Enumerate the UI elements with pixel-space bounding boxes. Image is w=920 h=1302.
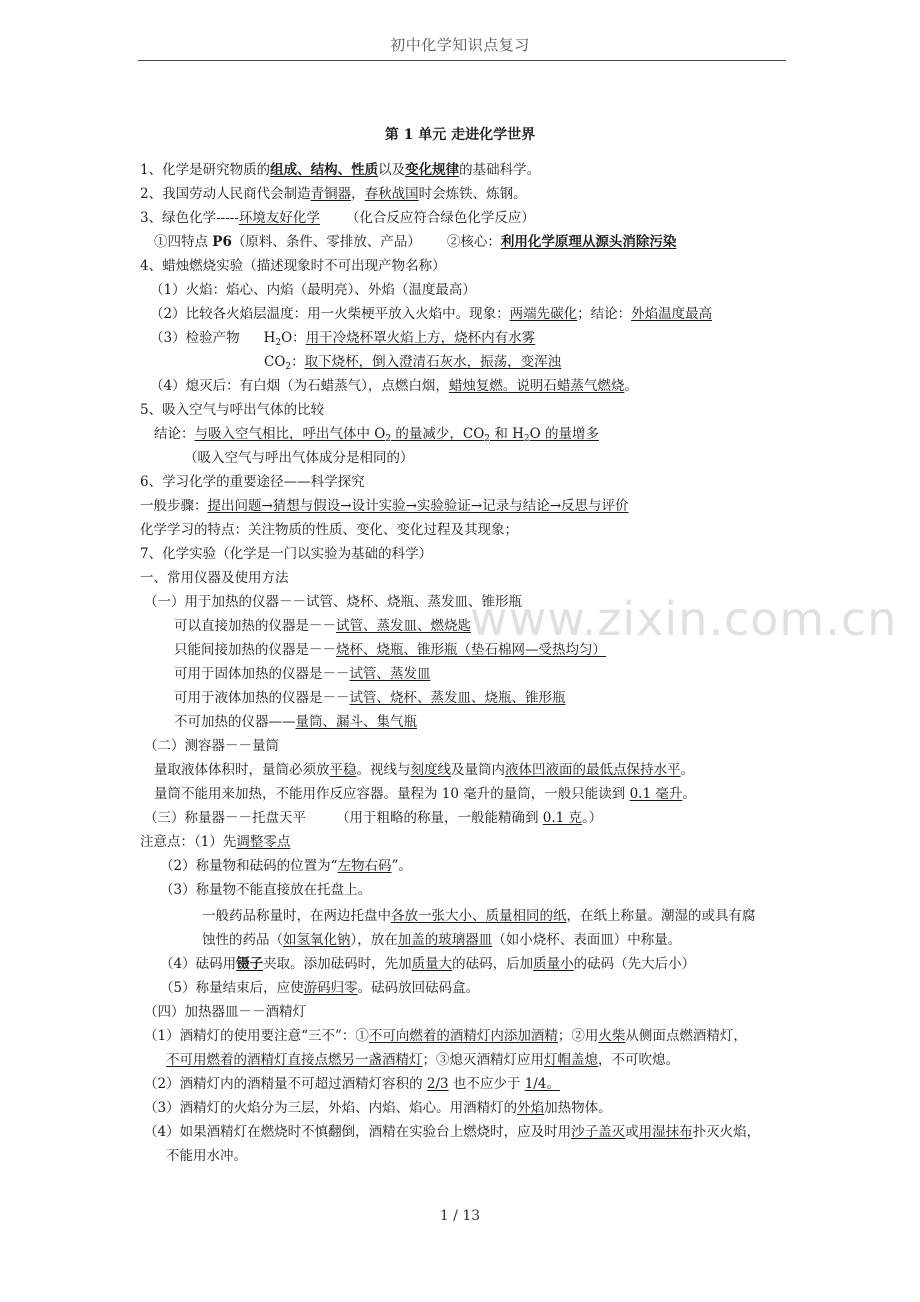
line-25: （二）测容器－－量筒	[144, 738, 279, 754]
line-5: 4、蜡烛燃烧实验（描述现象时不可出现产物名称）	[140, 258, 446, 274]
line-2: 2、我国劳动人民商代会制造青铜器，春秋战国时会炼铁、炼钢。	[140, 186, 527, 202]
line-6: （1）火焰：焰心、内焰（最明亮）、外焰（温度最高）	[150, 282, 476, 298]
line-20: 可以直接加热的仪器是－－试管、蒸发皿、燃烧匙	[174, 618, 471, 634]
line-19: （一）用于加热的仪器－－试管、烧杯、烧瓶、蒸发皿、锥形瓶	[144, 594, 522, 610]
line-13: （吸入空气与呼出气体成分是相同的）	[184, 450, 414, 466]
page-number: 1 / 13	[439, 1208, 481, 1224]
line-7: （2）比较各火焰层温度：用一火柴梗平放入火焰中。现象：两端先碳化；结论：外焰温度最高	[150, 306, 713, 322]
line-35: （5）称量结束后，应使游码归零。砝码放回砝码盒。	[160, 980, 480, 996]
line-15: 一般步骤：提出问题→猜想与假设→设计实验→实验验证→记录与结论→反思与评价	[140, 498, 629, 514]
line-18: 一、常用仪器及使用方法	[140, 570, 289, 586]
line-34: （4）砝码用镊子夹取。添加砝码时，先加质量大的砝码，后加质量小的砝码（先大后小）	[160, 956, 696, 972]
line-37: （1）酒精灯的使用要注意“三不”：①不可向燃着的酒精灯内添加酒精；②用火柴从侧面点燃酒精灯，	[144, 1028, 747, 1044]
line-27: 量筒不能用来加热，不能用作反应容器。量程为 10 毫升的量筒，一般只能读到 0.1 毫升。	[154, 786, 696, 802]
line-1: 1、化学是研究物质的组成、结构、性质以及变化规律的基础科学。	[140, 162, 541, 178]
line-41: （4）如果酒精灯在燃烧时不慎翻倒，酒精在实验台上燃烧时，应及时用沙子盖灭或用湿抹布扑灭火焰，	[144, 1124, 761, 1140]
line-36: （四）加热器皿－－酒精灯	[144, 1004, 306, 1020]
line-16: 化学学习的特点：关注物质的性质、变化、变化过程及其现象；	[140, 522, 518, 538]
line-38: 不可用燃着的酒精灯直接点燃另一盏酒精灯；③熄灭酒精灯应用灯帽盖熄，不可吹熄。	[166, 1052, 679, 1068]
line-12: 结论：与吸入空气相比，呼出气体中 $O_2$ 的量减少，$CO_2$ 和 $H_2O$ 的量增多	[154, 426, 599, 444]
line-24: 不可加热的仪器——量筒、漏斗、集气瓶	[174, 714, 417, 730]
line-22: 可用于固体加热的仪器是－－试管、蒸发皿	[174, 666, 431, 682]
watermark: www.zixin.com.cn	[470, 592, 898, 646]
line-39: （2）酒精灯内的酒精量不可超过酒精灯容积的 2/3 也不应少于 1/4。	[144, 1076, 560, 1092]
line-23: 可用于液体加热的仪器是－－试管、烧杯、蒸发皿、烧瓶、锥形瓶	[174, 690, 566, 706]
line-33: 蚀性的药品（如氢氧化钠），放在加盖的玻璃器皿（如小烧杯、表面皿）中称量。	[202, 932, 682, 948]
line-11: 5、吸入空气与呼出气体的比较	[140, 402, 325, 418]
line-17: 7、化学实验（化学是一门以实验为基础的科学）	[140, 546, 433, 562]
line-28: （三）称量器－－托盘天平 （用于粗略的称量，一般能精确到 0.1 克。）	[144, 810, 603, 826]
line-21: 只能间接加热的仪器是－－烧杯、烧瓶、锥形瓶（垫石棉网—受热均匀）	[174, 642, 606, 658]
line-4: ①四特点 P6（原料、条件、零排放、产品） ②核心：利用化学原理从源头消除污染	[154, 234, 677, 250]
line-32: 一般药品称量时，在两边托盘中各放一张大小、质量相同的纸，在纸上称量。潮湿的或具有腐	[202, 908, 756, 924]
page-header: 初中化学知识点复习	[390, 36, 530, 54]
line-3: 3、绿色化学-----环境友好化学 （化合反应符合绿色化学反应）	[140, 210, 535, 226]
line-10: （4）熄灭后：有白烟（为石蜡蒸气），点燃白烟，蜡烛复燃。说明石蜡蒸气燃烧。	[150, 378, 638, 394]
line-42: 不能用水冲。	[166, 1148, 247, 1164]
line-9: $CO_2$：取下烧杯，倒入澄清石灰水，振荡，变浑浊	[264, 354, 562, 372]
line-26: 量取液体体积时，量筒必须放平稳。视线与刻度线及量筒内液体凹液面的最低点保持水平。	[154, 762, 694, 778]
header-rule	[138, 60, 786, 61]
line-30: （2）称量物和砝码的位置为“左物右码”。	[160, 858, 412, 874]
line-40: （3）酒精灯的火焰分为三层，外焰、内焰、焰心。用酒精灯的外焰加热物体。	[144, 1100, 612, 1116]
line-8: （3）检验产物 $H_2O$：用干冷烧杯罩火焰上方，烧杯内有水雾	[150, 330, 536, 348]
line-31: （3）称量物不能直接放在托盘上。	[160, 882, 372, 898]
line-14: 6、学习化学的重要途径——科学探究	[140, 474, 365, 490]
unit-title: 第 1 单元 走进化学世界	[384, 127, 536, 143]
line-29: 注意点：（1）先调整零点	[140, 834, 291, 850]
